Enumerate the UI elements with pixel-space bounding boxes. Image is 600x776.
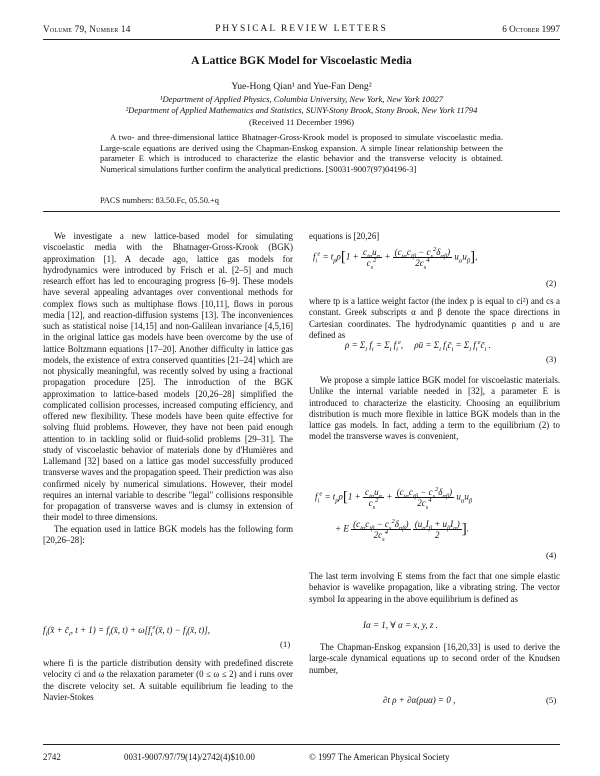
equation-5-number: (5) [546, 695, 557, 705]
received-date: (Received 11 December 1996) [249, 117, 354, 127]
equation-1-number: (1) [280, 639, 291, 649]
equation-3-number: (3) [546, 354, 557, 364]
affiliation-1: ¹Department of Applied Physics, Columbia University, New York, New York 10027 [159, 94, 444, 104]
equation-1: $f_i(x̄$ + $c̄_i$, $t + 1) = f_i(x̄$, $t) + \omega[f_i^e(x̄$, $t) - f_i(x̄$, t)], [43, 624, 211, 638]
equation-2: $f_i^e = t_p\rho[1$ + $\frac{c_{i\alpha}u_\alpha}{c_s^2}$ + $\frac{(c_{i\alpha}c_{i\beta} - c_s^2\delta_{\alpha\beta})}{2c_s^4}$ $u_\alpha u_\beta$], [313, 246, 478, 271]
proposal-paragraph: We propose a simple lattice BGK model for viscoelastic materials. Unlike the internal variable needed in [32], a parameter E is introduced to characterize the elasticity. Choosing an equilibrium distribution is much more flexible in lattice BGK models than in the lattice gas models. In fact, adding a term to the equilibrium (2) to model the transverse waves is convenient, [309, 375, 560, 442]
copyright: © 1997 The American Physical Society [309, 752, 450, 762]
equation-4-number: (4) [546, 550, 557, 560]
footer-rule [43, 744, 560, 745]
issue-date: 6 October 1997 [502, 24, 560, 34]
right-column-chapman [309, 642, 560, 676]
header-rule [43, 39, 560, 40]
abstract-rule [43, 211, 560, 212]
equation-2-number: (2) [546, 278, 557, 288]
paper-title: A Lattice BGK Model for Viscoelastic Media [191, 54, 412, 67]
article-code: 0031-9007/97/79(14)/2742(4)$10.00 [124, 752, 255, 762]
abstract: A two- and three-dimensional lattice Bhatnager-Gross-Krook model is proposed to simulate viscoelastic media. Large-scale equations are derived using the Chapman-Enskog expansion. A simple linear relationship between the parameter E which is introduced to characterize the elastic behavior and the transverse velocity is obtained. Numerical simulations further confirm the analytical predictions. [S0031-9007(97)04196-3] [100, 132, 503, 174]
author-line: Yue-Hong Qian¹ and Yue-Fan Deng² [231, 81, 372, 92]
journal-name: PHYSICAL REVIEW LETTERS [215, 24, 388, 34]
weight-factor-paragraph: where tp is a lattice weight factor (the index p is equal to ci²) and cs a constant. Greek subscripts α and β denote the space directions in Cartesian coordinates. The hydrodynamic quantities ρ and u are defined as [309, 296, 560, 340]
pacs-numbers: PACS numbers: 83.50.Fc, 05.50.+q [100, 196, 219, 205]
intro-paragraph: We investigate a new lattice-based model for simulating viscoelastic media with the Bhatnager-Gross-Krook (BGK) approximation [1]. A decade ago, lattice gas models for hydrodynamics were introduced by Frisch et al. [2–5] and much research effort has led to encouraging progress [6–9]. These models have several appealing advantages over conventional methods for complex flows such as multiphase flows [10,11], flows in porous media [12], and reaction-diffusion systems [13]. The inconveniences such as statistical noise [14,15] and non-Galilean invariance [4,5,16] in the original lattice gas models have been overcome by the use of lattice Boltzmann equations [17–20]. Another difficulty in lattice gas models, the existence of extra conserved quantities [21–24] which are not physically meaningful, was recently solved by using a fractional propagation procedure [25]. The introduction of the BGK approximation to lattice-based models [20,26–28] simplified the complicated collision processes, increased computing efficiency, and offered new flexibility. These models have been quite effective for solving fluid problems. However, they have not been paid enough attention to in tackling solid or fluid-solid problems [29–31]. The study of viscoelastic behavior of materials done by d'Humières and Lallemand [32] based on a lattice gas model successfully produced transverse waves and the propagation speed. Their prediction was also confirmed nicely by numerical simulations. However, their model requires an internal variable to describe "legal" collisions responsible for propagation of transverse waves and is clumsy in extension of their model to three dimensions. [43, 231, 293, 523]
right-column-elastic [309, 571, 560, 605]
equation-5: ∂t ρ + ∂α(ρuα) = 0 , [383, 695, 456, 705]
chapman-enskog-paragraph: The Chapman-Enskog expansion [16,20,33] is used to derive the large-scale dynamical equations up to second order of the Knudsen number, [309, 642, 560, 675]
page-number: 2742 [43, 752, 61, 762]
equilibrium-lead: equations is [20,26] [309, 231, 380, 241]
right-column-proposal [309, 375, 560, 443]
affiliation-2: ²Department of Applied Mathematics and Statistics, SUNY-Stony Brook, Stony Brook, New York 11794 [125, 105, 478, 115]
running-header [43, 24, 560, 38]
distribution-paragraph: where fi is the particle distribution density with predefined discrete velocity ci and ω the relaxation parameter (0 ≤ ω ≤ 2) and i runs over the discrete velocity set. A suitable equilibrium fie leading to the Navier-Stokes [43, 658, 293, 702]
equation-4-line-2: + E $\frac{(c_{i\alpha}c_{i\beta} - c_s^2\delta_{\alpha\beta})}{2c_s^4}$ $\frac{(u_\alpha I_\beta + u_\beta I_\alpha)}{2}$ ]. [335, 518, 469, 543]
elastic-term-paragraph: The last term involving E stems from the fact that one simple elastic behavior is wavelike propagation, like a vibrating string. The vector symbol Iα appearing in the above equilibrium is defined as [309, 571, 560, 604]
volume-label: Volume 79, Number 14 [43, 24, 131, 34]
right-column-top [309, 231, 560, 242]
right-column-mid [309, 296, 560, 341]
equation-3: $\rho = \Sigma_i$ $f_i = \Sigma_i$ $f_i^e$, ρū = $\Sigma_i$ $f_ic̄_i = \Sigma_i$ $f_i^ec̄_i$ . [345, 339, 491, 353]
equation-4-line-1: $f_i^e = t_p\rho[1$ + $\frac{c_{i\alpha}u_\alpha}{c_s^2}$ + $\frac{(c_{i\alpha}c_{i\beta} - c_s^2\delta_{\alpha\beta})}{2c_s^4}$ $u_\alpha u_\beta$ [315, 486, 473, 511]
lattice-bgk-paragraph: The equation used in lattice BGK models has the following form [20,26–28]: [43, 523, 293, 545]
equation-i-alpha: Iα = 1, ∀ α = x, y, z . [363, 620, 438, 630]
left-column-text [43, 231, 293, 546]
left-column-bottom [43, 658, 293, 703]
